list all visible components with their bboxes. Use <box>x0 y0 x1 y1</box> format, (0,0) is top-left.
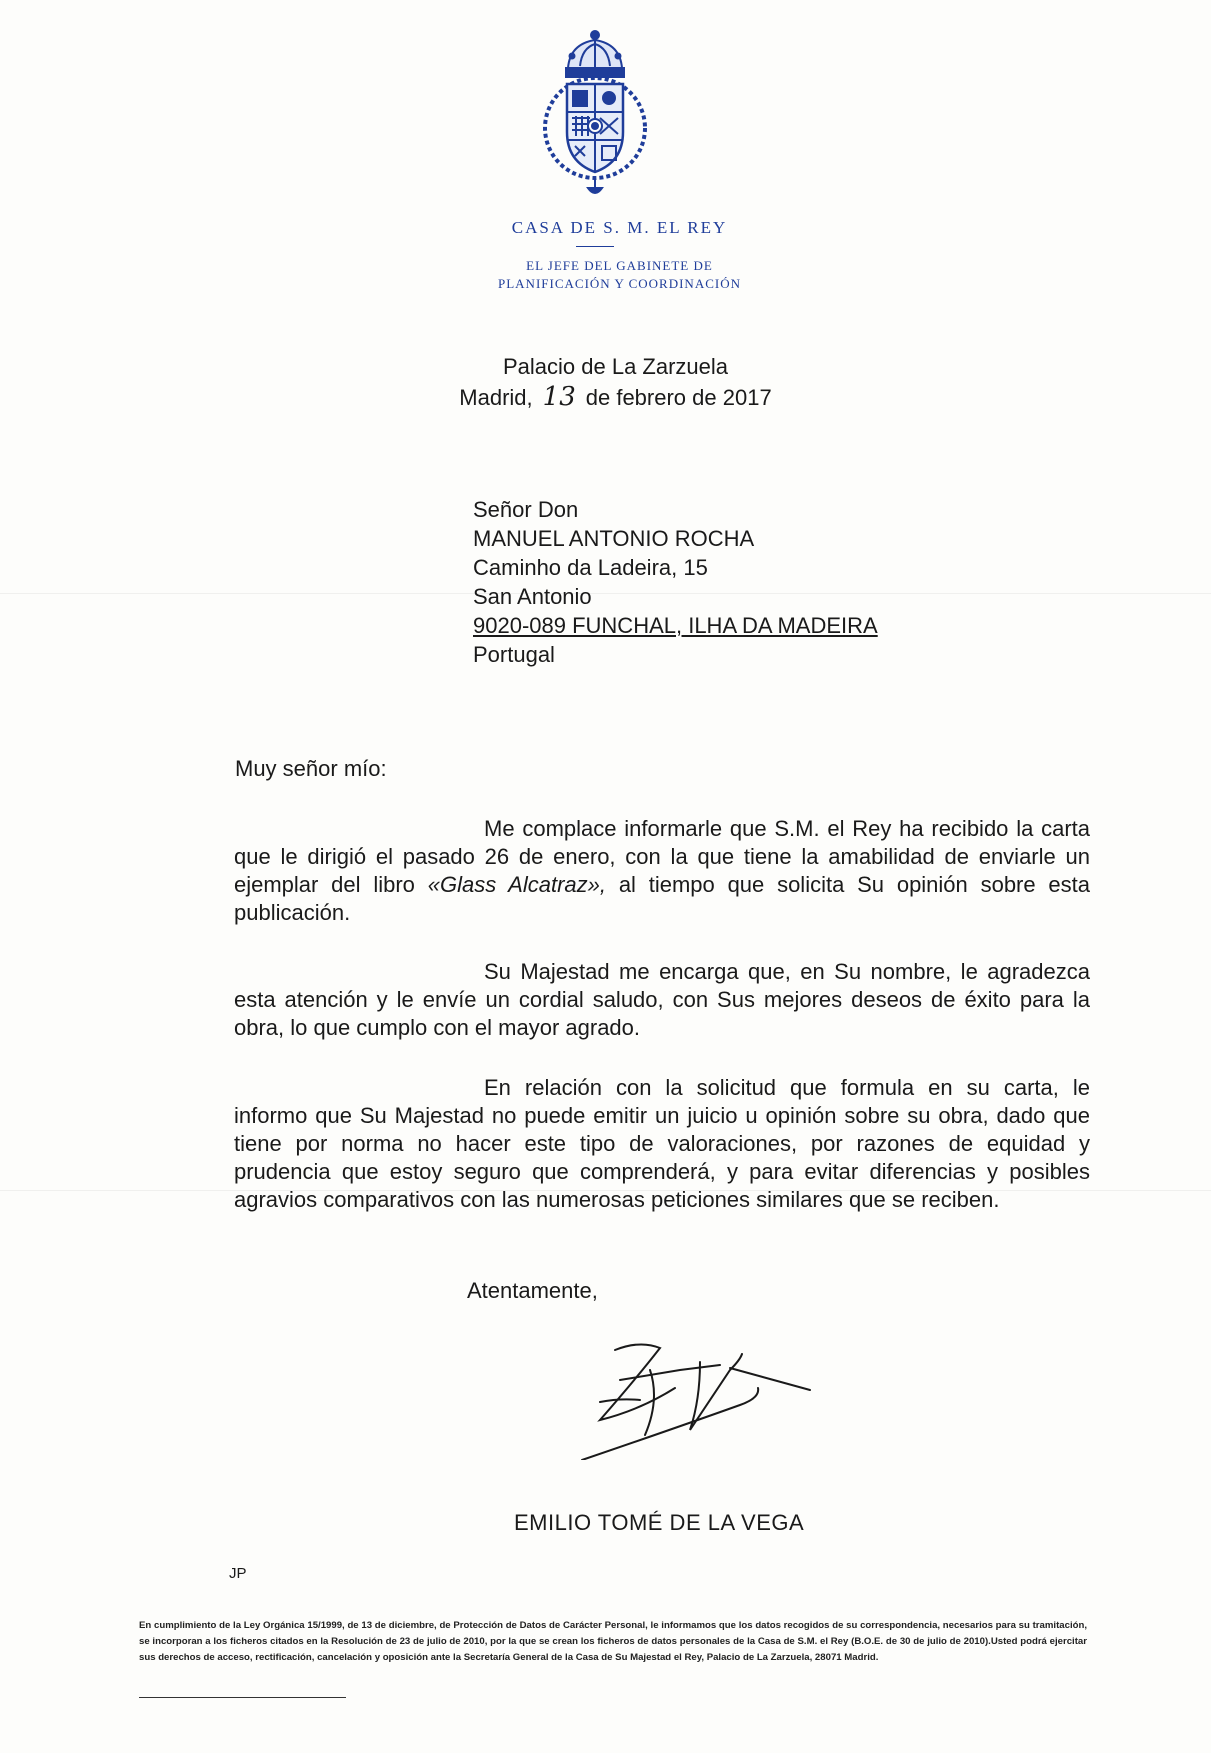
date-line <box>10 382 1211 413</box>
recipient-address <box>473 495 878 669</box>
recipient-postal-city: 9020-089 FUNCHAL, ILHA DA MADEIRA <box>473 613 878 638</box>
recipient-country: Portugal <box>473 642 555 667</box>
recipient-title: Señor Don <box>473 497 579 522</box>
divider <box>139 1697 346 1698</box>
body-paragraph <box>234 815 1090 927</box>
handwritten-day: 13 <box>542 382 576 412</box>
signature-icon <box>580 1340 820 1460</box>
salutation: Muy señor mío: <box>235 756 387 781</box>
signer-name: EMILIO TOMÉ DE LA VEGA <box>514 1510 805 1535</box>
book-title: «Glass Alcatraz», <box>427 872 606 897</box>
royal-coat-of-arms-icon <box>540 30 650 195</box>
house-name: CASA DE S. M. EL REY <box>511 218 728 237</box>
recipient-street: Caminho da Ladeira, 15 <box>473 555 708 580</box>
place-date <box>0 352 1211 413</box>
city: Madrid, <box>459 385 533 410</box>
body-paragraph: En relación con la solicitud que formula en su carta, le informo que Su Majestad no puede emitir un juicio u opinión sobre su obra, dado que tiene por norma no hacer este tipo de valoraciones, por razones de equidad y prudencia que estoy seguro que comprenderá, y para evitar diferencias y posibles agravios comparativos con las numerosas peticiones similares que se reciben. <box>234 1075 1090 1212</box>
office-line: EL JEFE DEL GABINETE DE <box>526 258 713 273</box>
legal-notice: En cumplimiento de la Ley Orgánica 15/1999, de 13 de diciembre, de Protección de Datos de Carácter Personal, le informamos que los datos recogidos de su correspondencia, necesarios para su tramitación, se incorporan a los ficheros citados en la Resolución de 23 de julio de 2010, por la que se crean los ficheros de datos personales de la Casa de S.M. el Rey (B.O.E. de 30 de julio de 2010).Usted podrá ejercitar sus derechos de acceso, rectificación, cancelación y oposición ante la Secretaría General de la Casa de Su Majestad el Rey, Palacio de La Zarzuela, 28071 Madrid. <box>139 1620 1087 1663</box>
recipient-district: San Antonio <box>473 584 592 609</box>
closing: Atentamente, <box>467 1278 598 1303</box>
paragraph-text: Me complace informarle que S.M. el Rey ha recibido la carta que le dirigió el pasado 26 de enero, con la que tiene la amabilidad de enviarle un ejemplar del libro <box>234 816 1090 897</box>
place: Palacio de La Zarzuela <box>502 354 729 379</box>
office-line: PLANIFICACIÓN Y COORDINACIÓN <box>498 276 741 291</box>
body-paragraph: Su Majestad me encarga que, en Su nombre, le agradezca esta atención y le envíe un cordial saludo, con Sus mejores deseos de éxito para la obra, lo que cumplo con el mayor agrado. <box>234 959 1090 1040</box>
office-title <box>0 257 1211 293</box>
date-rest: de febrero de 2017 <box>585 385 772 410</box>
recipient-name: MANUEL ANTONIO ROCHA <box>473 526 755 551</box>
paragraph-text: al tiempo que solicita Su opinión sobre esta publicación. <box>234 872 1090 925</box>
reference-initials: JP <box>229 1565 247 1582</box>
divider <box>576 246 614 247</box>
